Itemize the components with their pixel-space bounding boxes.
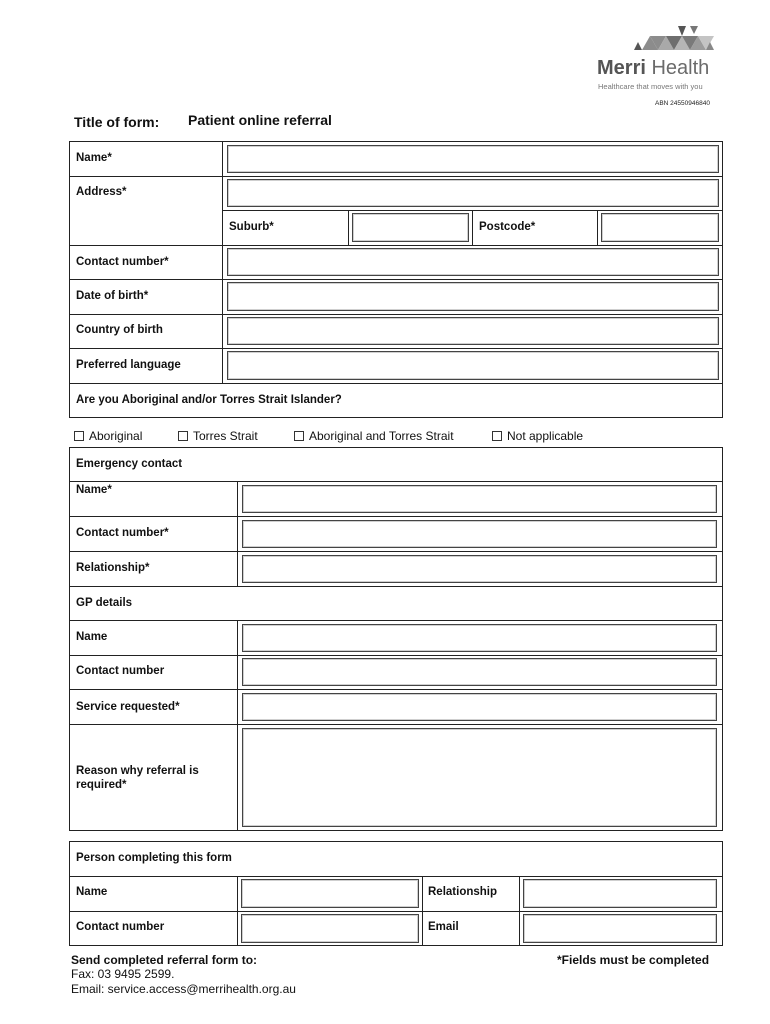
emergency-relationship-input[interactable] bbox=[242, 555, 717, 583]
emergency-contact-number-input[interactable] bbox=[242, 520, 717, 548]
gp-name-label: Name bbox=[76, 631, 108, 643]
atsi-question: Are you Aboriginal and/or Torres Strait Islander? bbox=[76, 394, 342, 406]
address-input[interactable] bbox=[227, 179, 719, 207]
address-label: Address* bbox=[76, 186, 127, 198]
person-completing-heading: Person completing this form bbox=[76, 852, 232, 864]
checkbox-icon bbox=[492, 431, 502, 441]
checkbox-not-applicable[interactable]: Not applicable bbox=[492, 429, 583, 443]
suburb-input[interactable] bbox=[352, 213, 469, 242]
suburb-label: Suburb* bbox=[229, 221, 274, 233]
checkbox-icon bbox=[294, 431, 304, 441]
country-of-birth-input[interactable] bbox=[227, 317, 719, 345]
service-requested-label: Service requested* bbox=[76, 701, 180, 713]
fax-number: Fax: 03 9495 2599. bbox=[71, 967, 175, 981]
send-to-heading: Send completed referral form to: bbox=[71, 953, 258, 967]
email-address[interactable]: Email: service.access@merrihealth.org.au bbox=[71, 982, 296, 996]
referral-reason-input[interactable] bbox=[242, 728, 717, 827]
emergency-contact-number-label: Contact number* bbox=[76, 527, 169, 539]
date-of-birth-label: Date of birth* bbox=[76, 290, 149, 302]
form-title-label: Title of form: bbox=[74, 114, 160, 130]
completer-name-input[interactable] bbox=[241, 879, 419, 908]
checkbox-aboriginal-and-torres-strait[interactable]: Aboriginal and Torres Strait bbox=[294, 429, 454, 443]
date-of-birth-input[interactable] bbox=[227, 282, 719, 311]
patient-name-input[interactable] bbox=[227, 145, 719, 173]
required-fields-note: *Fields must be completed bbox=[557, 953, 710, 967]
contact-number-label: Contact number* bbox=[76, 256, 169, 268]
checkbox-torres-strait[interactable]: Torres Strait bbox=[178, 429, 258, 443]
preferred-language-label: Preferred language bbox=[76, 359, 181, 371]
completer-relationship-input[interactable] bbox=[523, 879, 717, 908]
gp-contact-number-input[interactable] bbox=[242, 658, 717, 686]
brand-name: Merri Health bbox=[597, 57, 710, 79]
checkbox-icon bbox=[178, 431, 188, 441]
name-label: Name* bbox=[76, 152, 112, 164]
completer-contact-number-label: Contact number bbox=[76, 921, 165, 933]
postcode-input[interactable] bbox=[601, 213, 719, 242]
checkbox-aboriginal[interactable]: Aboriginal bbox=[74, 429, 142, 443]
completer-relationship-label: Relationship bbox=[428, 886, 498, 898]
country-of-birth-label: Country of birth bbox=[76, 324, 163, 336]
emergency-name-input[interactable] bbox=[242, 485, 717, 513]
postcode-label: Postcode* bbox=[479, 221, 536, 233]
emergency-relationship-label: Relationship* bbox=[76, 562, 150, 574]
service-requested-input[interactable] bbox=[242, 693, 717, 721]
preferred-language-input[interactable] bbox=[227, 351, 719, 380]
abn-number: ABN 24550946840 bbox=[655, 100, 710, 107]
emergency-name-label: Name* bbox=[76, 484, 112, 496]
form-title: Patient online referral bbox=[188, 112, 332, 128]
gp-details-heading: GP details bbox=[76, 597, 133, 609]
referral-reason-label: Reason why referral is required* bbox=[76, 765, 199, 791]
completer-contact-number-input[interactable] bbox=[241, 914, 419, 943]
checkbox-icon bbox=[74, 431, 84, 441]
brand-tagline: Healthcare that moves with you bbox=[598, 82, 703, 91]
gp-name-input[interactable] bbox=[242, 624, 717, 652]
gp-contact-number-label: Contact number bbox=[76, 665, 165, 677]
completer-email-input[interactable] bbox=[523, 914, 717, 943]
emergency-contact-heading: Emergency contact bbox=[76, 458, 183, 470]
completer-email-label: Email bbox=[428, 921, 459, 933]
contact-number-input[interactable] bbox=[227, 248, 719, 276]
completer-name-label: Name bbox=[76, 886, 108, 898]
